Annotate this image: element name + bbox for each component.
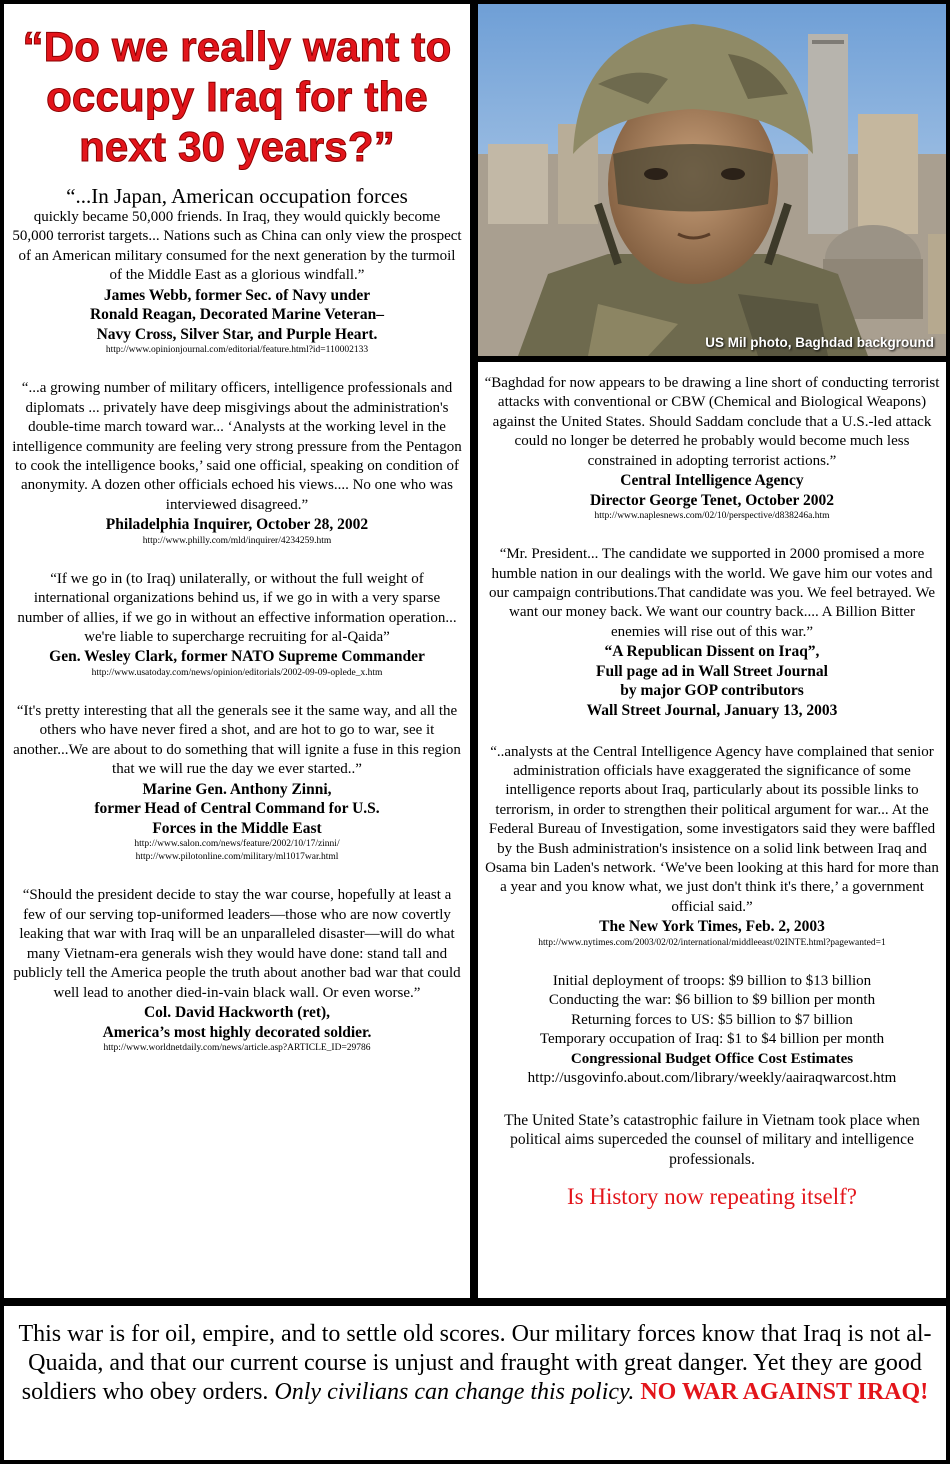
- quote-zinni: [12, 702, 462, 864]
- quote-attribution: Forces in the Middle East: [152, 819, 322, 837]
- cost-line: Initial deployment of troops: $9 billion to $13 billion: [552, 972, 872, 989]
- right-column: [478, 362, 946, 1298]
- quote-attribution: Marine Gen. Anthony Zinni,: [142, 780, 332, 798]
- quote-tenet: [484, 374, 940, 523]
- quote-text: “...a growing number of military officers, intelligence professionals and diplomats ... privately have deep misgivings about the administration's double-time march toward war... ‘Analysts at the working level in the intelligence community are feeling very strong pressure from the Pentagon to cook the intelligence books,’ said one official, speaking on condition of anonymity. A dozen other officials echoed his views.... No one who was interviewed disagreed.”: [12, 380, 462, 513]
- source-url: http://www.naplesnews.com/02/10/perspective/d838246a.htm: [594, 511, 830, 522]
- soldier-photo-illustration: [478, 4, 946, 356]
- history-question: Is History now repeating itself?: [567, 1184, 857, 1210]
- left-column: [4, 4, 470, 1298]
- quote-nyt: [484, 743, 940, 950]
- quote-attribution: Director George Tenet, October 2002: [589, 491, 835, 509]
- quote-text: “Baghdad for now appears to be drawing a line short of conducting terrorist attacks with conventional or CBW (Chemical and Biological Weapons) against the United States. Should Saddam conclude that a U.S.-led attack could no longer be deterred he probably would become much less constrained in adopting terrorist actions.”: [484, 375, 940, 469]
- vietnam-text: The United State’s catastrophic failure in Vietnam took place when political aims superceded the counsel of military and intelligence professionals.: [504, 1111, 920, 1168]
- quote-attribution: Philadelphia Inquirer, October 28, 2002: [105, 516, 369, 534]
- bottom-banner: [4, 1306, 946, 1460]
- cost-line: Conducting the war: $6 billion to $9 billion per month: [548, 992, 876, 1009]
- closing-text: This war is for oil, empire, and to settle old scores. Our military forces know that Iraq is not al-Quaida, and that our current course is unjust and fraught with great danger. Yet they are good soldiers who obey orders.: [18, 1321, 932, 1405]
- quote-attribution: by major GOP contributors: [620, 682, 804, 700]
- cost-line: Temporary occupation of Iraq: $1 to $4 billion per month: [539, 1031, 885, 1048]
- cost-estimates: [484, 972, 940, 1089]
- cost-line: Returning forces to US: $5 billion to $7 billion: [571, 1011, 853, 1028]
- quote-attribution: former Head of Central Command for U.S.: [94, 800, 380, 818]
- source-url: http://www.salon.com/news/feature/2002/10/17/zinni/: [134, 839, 340, 850]
- source-url: http://www.usatoday.com/news/opinion/editorials/2002-09-09-oplede_x.htm: [91, 668, 383, 679]
- quote-attribution: The New York Times, Feb. 2, 2003: [599, 918, 825, 936]
- quote-attribution: Ronald Reagan, Decorated Marine Veteran–: [89, 306, 385, 324]
- quote-attribution: James Webb, former Sec. of Navy under: [103, 286, 371, 304]
- soldier-photo: [478, 4, 946, 356]
- quote-text: “..analysts at the Central Intelligence Agency have complained that senior administration officials have exaggerated the significance of some intelligence reports about Iraq, particularly about its possible links to terrorism, in order to strengthen their political argument for war... At the Federal Bureau of Investigation, some investigators said they were baffled by the Bush administration's insistence on a solid link between Iraq and Osama bin Laden's network. ‘We've been looking at this hard for more than a year and you know what, we just don't think it's there,’ a government official said.”: [485, 743, 939, 915]
- cost-attribution: Congressional Budget Office Cost Estimates: [570, 1050, 854, 1067]
- quote-gop-ad: [484, 545, 940, 720]
- quote-attribution: Navy Cross, Silver Star, and Purple Heart.: [96, 325, 378, 343]
- quote-attribution: Col. David Hackworth (ret),: [143, 1003, 331, 1021]
- source-url: http://www.pilotonline.com/military/ml1017war.html: [135, 852, 339, 863]
- closing-italic: Only civilians can change this policy.: [274, 1379, 635, 1405]
- source-url: http://www.worldnetdaily.com/news/article.asp?ARTICLE_ID=29786: [103, 1043, 371, 1054]
- slogan: NO WAR AGAINST IRAQ!: [640, 1379, 929, 1405]
- quote-text: quickly became 50,000 friends. In Iraq, they would quickly become 50,000 terrorist targets... Nations such as China can only view the prospect of an American military consumed for the next generation by the turmoil of the Middle East as a glorious windfall.”: [12, 209, 462, 284]
- quote-attribution: Wall Street Journal, January 13, 2003: [586, 702, 838, 720]
- source-url: http://www.philly.com/mld/inquirer/4234259.htm: [142, 535, 332, 546]
- quote-webb: [12, 184, 462, 357]
- quote-attribution: Full page ad in Wall Street Journal: [596, 662, 828, 680]
- source-url: http://www.nytimes.com/2003/02/02/international/middleeast/02INTE.html?pagewanted=1: [538, 937, 886, 948]
- quote-text: “Mr. President... The candidate we supported in 2000 promised a more humble nation in our dealings with the world. We gave him our votes and our campaign contributions.That candidate was you. We feel betrayed. We want our money back. We want our country back.... A Billion Bitter enemies will rise out of this war.”: [488, 546, 936, 640]
- headline: “Do we really want to occupy Iraq for the next 30 years?”: [22, 23, 452, 170]
- quote-lead: “...In Japan, American occupation forces: [66, 184, 408, 208]
- quote-text: “Should the president decide to stay the war course, hopefully at least a few of our serving top-uniformed leaders—those who are now covertly leaking that war with Iraq will be an unparalleled disaster—will do what many Vietnam-era generals wish they would have done: stand tall and publicly tell the America people the truth about another bad war that could well lead to another died-in-vain black wall. Or even worse.”: [13, 887, 461, 1001]
- quote-text: “It's pretty interesting that all the generals see it the same way, and all the others who have never fired a shot, and are hot to go to war, see it another...We are about to do something that will ignite a fuse in this region that we will rue the day we ever started..”: [13, 703, 461, 778]
- quote-clark: [12, 570, 462, 680]
- quote-attribution: America’s most highly decorated soldier.: [102, 1023, 372, 1041]
- quote-hackworth: [12, 886, 462, 1055]
- source-url: http://usgovinfo.about.com/library/weekly/aairaqwarcost.htm: [527, 1070, 897, 1087]
- quote-inquirer: [12, 379, 462, 547]
- quote-text: “If we go in (to Iraq) unilaterally, or without the full weight of international organizations behind us, if we go in with a very sparse number of allies, if we go in without an effective information operation... we're liable to supercharge recruiting for al-Qaida”: [17, 570, 457, 646]
- closing-statement: [14, 1320, 936, 1407]
- quote-attribution: Gen. Wesley Clark, former NATO Supreme Commander: [49, 648, 425, 666]
- photo-caption: US Mil photo, Baghdad background: [705, 335, 934, 350]
- quote-attribution: “A Republican Dissent on Iraq”,: [604, 643, 820, 661]
- source-url: http://www.opinionjournal.com/editorial/feature.html?id=110002133: [105, 345, 369, 356]
- quote-attribution: Central Intelligence Agency: [620, 472, 804, 490]
